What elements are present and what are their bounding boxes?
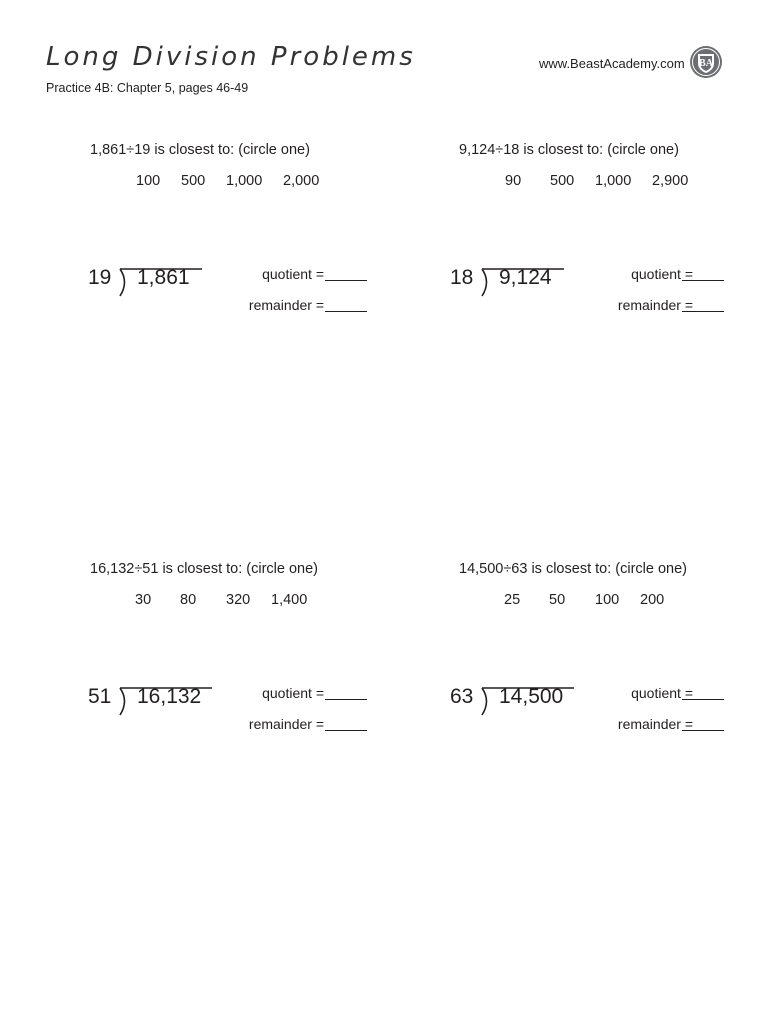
estimate-question: 14,500÷63 is closest to: (circle one) <box>459 561 687 577</box>
choice-option[interactable]: 100 <box>136 173 161 189</box>
divisor: 18 <box>450 266 474 289</box>
estimate-choices <box>135 592 395 610</box>
choice-option[interactable]: 2,000 <box>283 173 320 189</box>
remainder-label: remainder = <box>617 297 693 313</box>
choice-option[interactable]: 500 <box>550 173 575 189</box>
quotient-blank[interactable] <box>682 279 724 281</box>
choice-option[interactable]: 100 <box>595 592 620 608</box>
estimate-choices <box>504 592 764 610</box>
quotient-blank[interactable] <box>682 698 724 700</box>
website-link[interactable]: www.BeastAcademy.com <box>539 56 685 71</box>
page-title: Long Division Problems <box>46 42 416 72</box>
quotient-label: quotient = <box>262 266 324 282</box>
choice-option[interactable]: 80 <box>180 592 197 608</box>
choice-option[interactable]: 320 <box>226 592 251 608</box>
quotient-label: quotient = <box>262 685 324 701</box>
remainder-blank[interactable] <box>682 310 724 312</box>
quotient-blank[interactable] <box>325 279 367 281</box>
choice-option[interactable]: 2,900 <box>652 173 689 189</box>
problem-2 <box>450 142 768 342</box>
estimate-choices <box>136 173 396 191</box>
remainder-blank[interactable] <box>325 310 367 312</box>
choice-option[interactable]: 90 <box>505 173 522 189</box>
choice-option[interactable]: 1,000 <box>226 173 263 189</box>
remainder-blank[interactable] <box>325 729 367 731</box>
choice-option[interactable]: 30 <box>135 592 152 608</box>
choice-option[interactable]: 50 <box>549 592 566 608</box>
divisor: 63 <box>450 685 474 708</box>
dividend: 14,500 <box>499 685 564 708</box>
svg-text:BA: BA <box>699 58 713 69</box>
divisor: 19 <box>88 266 112 289</box>
estimate-choices <box>505 173 765 191</box>
beast-academy-logo <box>689 45 723 79</box>
quotient-label: quotient = <box>631 266 693 282</box>
choice-option[interactable]: 1,400 <box>271 592 308 608</box>
problem-1 <box>90 142 420 342</box>
estimate-question: 1,861÷19 is closest to: (circle one) <box>90 142 310 158</box>
quotient-blank[interactable] <box>325 698 367 700</box>
problem-4 <box>450 561 768 761</box>
choice-option[interactable]: 1,000 <box>595 173 632 189</box>
choice-option[interactable]: 500 <box>181 173 206 189</box>
remainder-label: remainder = <box>617 716 693 732</box>
remainder-label: remainder = <box>248 716 324 732</box>
problem-3 <box>90 561 420 761</box>
choice-option[interactable]: 200 <box>640 592 665 608</box>
choice-option[interactable]: 25 <box>504 592 521 608</box>
divisor: 51 <box>88 685 112 708</box>
dividend: 9,124 <box>499 266 552 289</box>
estimate-question: 9,124÷18 is closest to: (circle one) <box>459 142 679 158</box>
page-subtitle: Practice 4B: Chapter 5, pages 46-49 <box>46 81 249 95</box>
quotient-label: quotient = <box>631 685 693 701</box>
dividend: 1,861 <box>137 266 190 289</box>
dividend: 16,132 <box>137 685 202 708</box>
remainder-blank[interactable] <box>682 729 724 731</box>
remainder-label: remainder = <box>248 297 324 313</box>
estimate-question: 16,132÷51 is closest to: (circle one) <box>90 561 318 577</box>
